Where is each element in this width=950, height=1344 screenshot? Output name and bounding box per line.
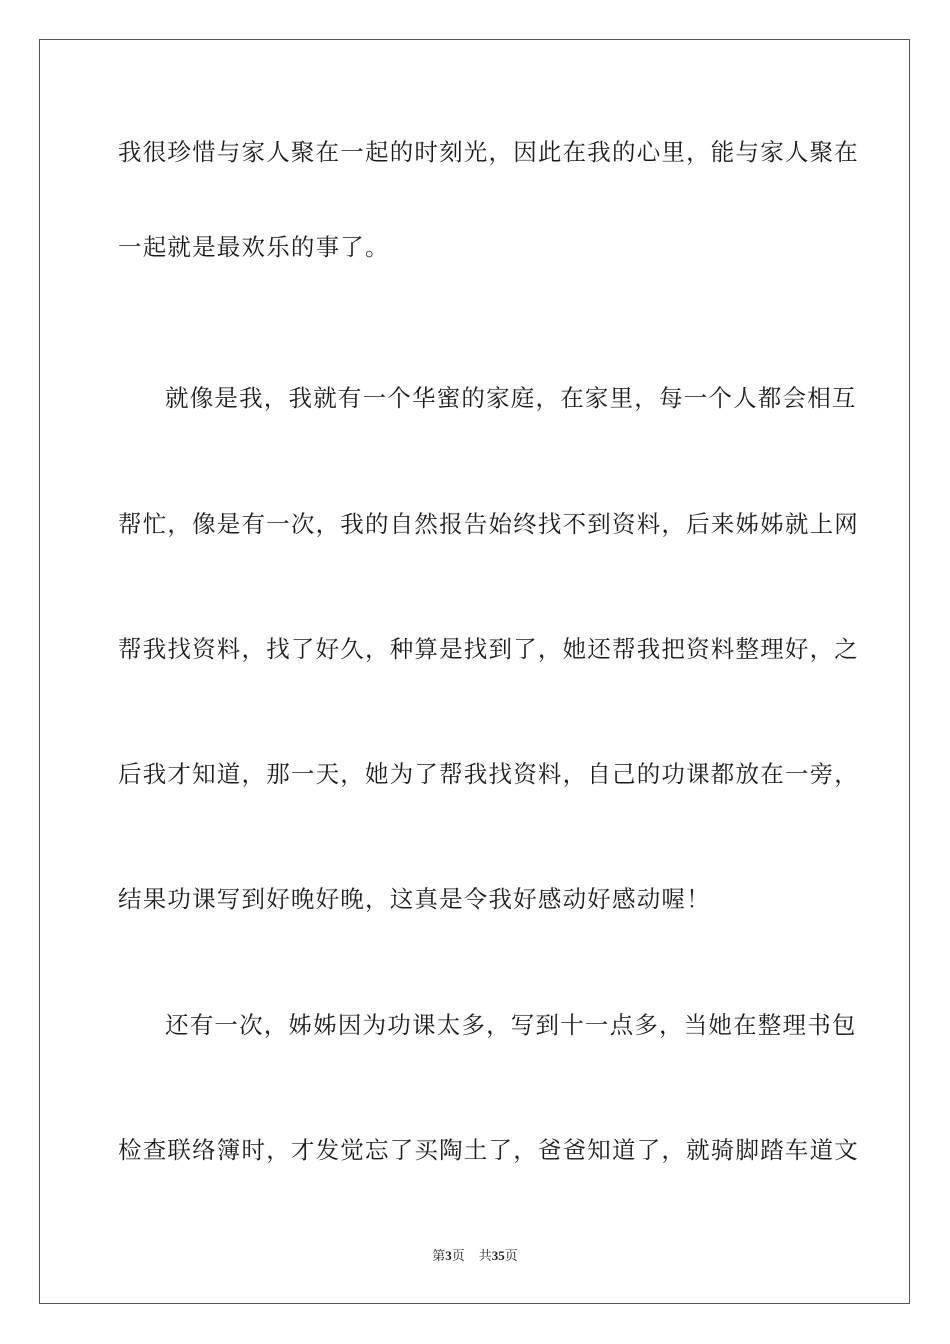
footer-total-prefix: 共 xyxy=(478,1249,492,1264)
text-line-2: 一起就是最欢乐的事了。 xyxy=(118,233,390,261)
text-line-6: 后我才知道，那一天，她为了帮我找资料，自己的功课都放在一旁， xyxy=(118,760,859,788)
text-line-7: 结果功课写到好晚好晚，这真是令我好感动好感动喔！ xyxy=(118,885,711,913)
text-line-3: 就像是我，我就有一个华蜜的家庭，在家里，每一个人都会相互 xyxy=(165,384,857,412)
page-footer xyxy=(0,1247,950,1266)
text-line-9: 检查联络簿时，才发觉忘了买陶土了，爸爸知道了，就骑脚踏车道文 xyxy=(118,1136,859,1164)
footer-page-current: 3 xyxy=(445,1248,452,1263)
text-line-1: 我很珍惜与家人聚在一起的时刻光，因此在我的心里，能与家人聚在 xyxy=(118,138,859,166)
text-line-4: 帮忙，像是有一次，我的自然报告始终找不到资料，后来姊姊就上网 xyxy=(118,510,859,538)
footer-page-total: 35 xyxy=(491,1248,505,1263)
footer-total-suffix: 页 xyxy=(504,1249,518,1264)
footer-page-prefix: 第 xyxy=(432,1249,446,1264)
text-line-8: 还有一次，姊姊因为功课太多，写到十一点多，当她在整理书包 xyxy=(165,1011,857,1039)
footer-page-suffix: 页 xyxy=(451,1249,465,1264)
page-frame xyxy=(39,39,910,1304)
text-line-5: 帮我找资料，找了好久，种算是找到了，她还帮我把资料整理好，之 xyxy=(118,635,859,663)
